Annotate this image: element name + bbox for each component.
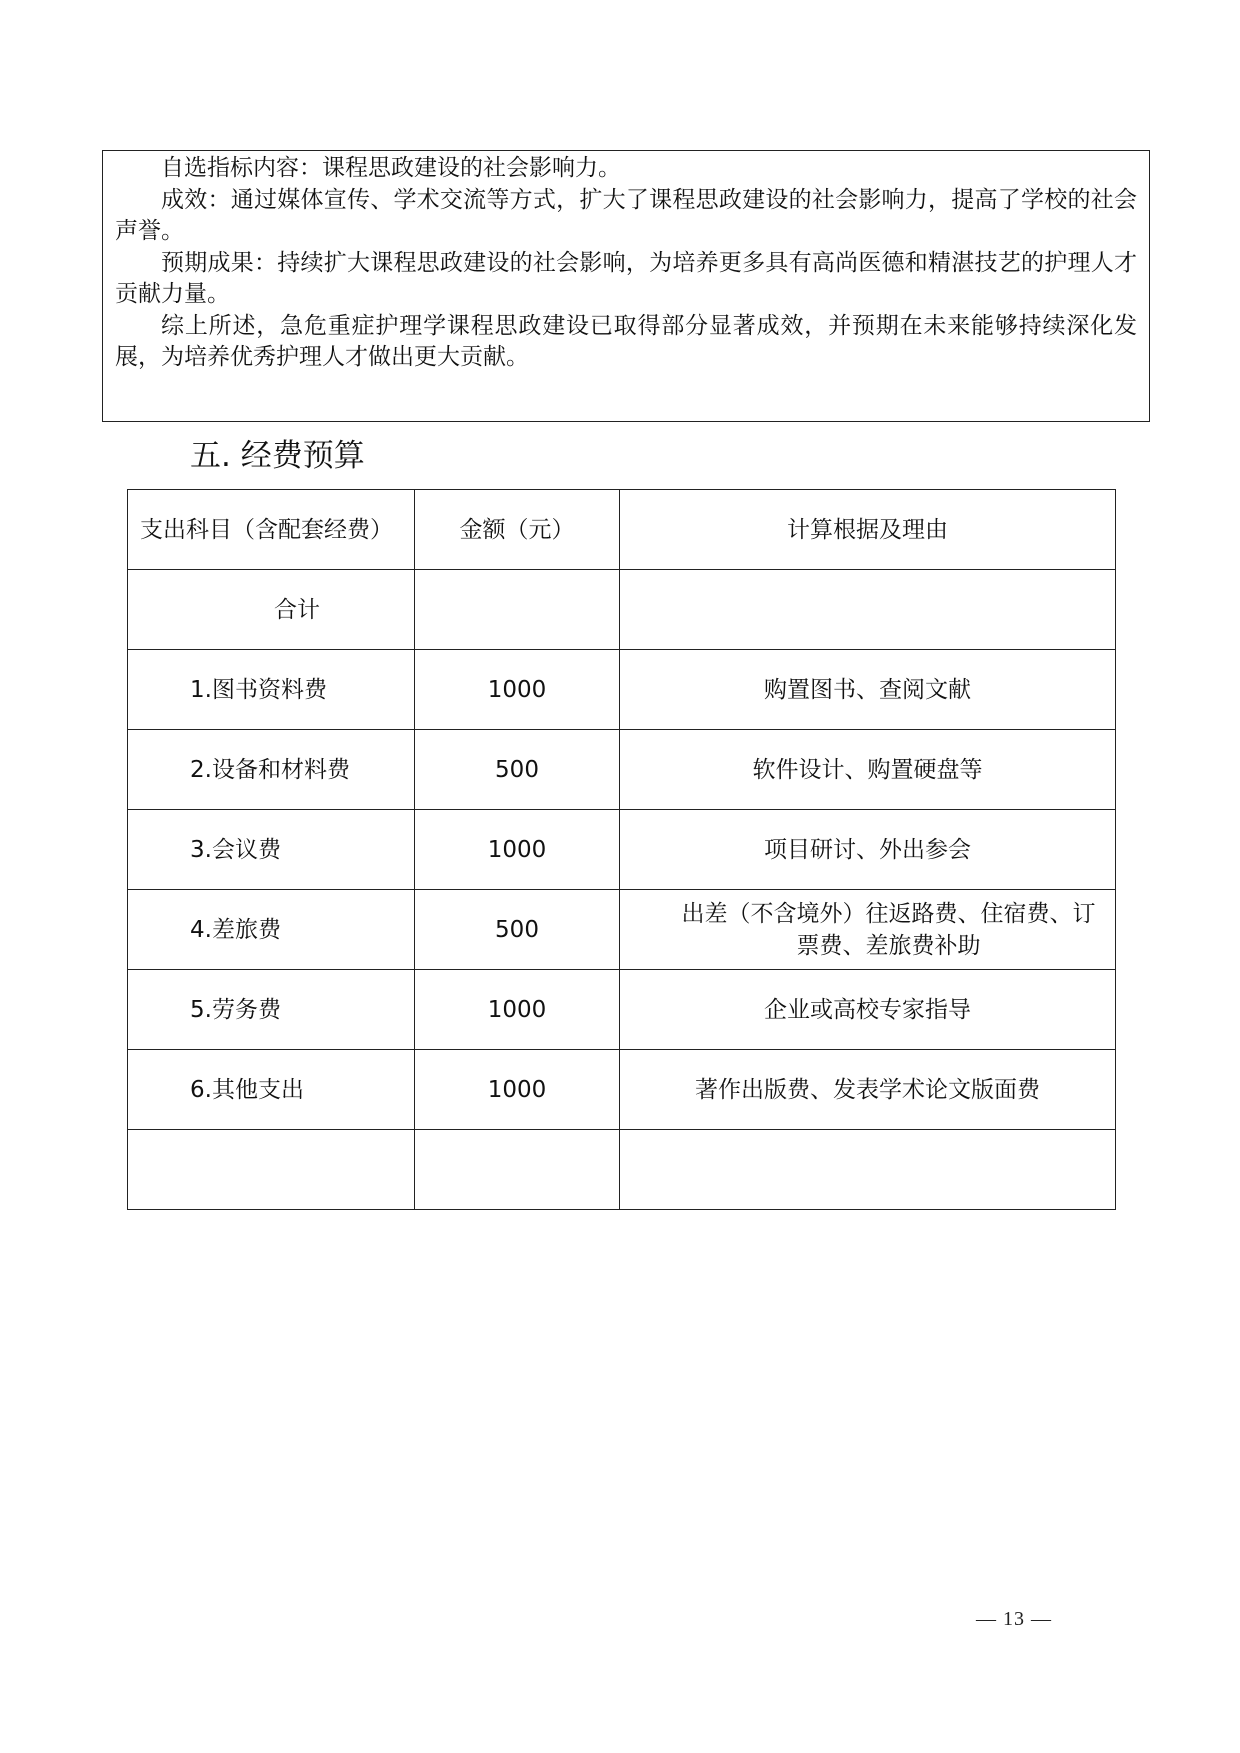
header-basis: 计算根据及理由 — [620, 490, 1116, 570]
paragraph-summary: 综上所述，急危重症护理学课程思政建设已取得部分显著成效，并预期在未来能够持续深化发展，为培养优秀护理人才做出更大贡献。 — [115, 312, 1137, 370]
budget-table — [127, 489, 1116, 1210]
row-item: 1.图书资料费 — [128, 650, 415, 730]
row-item: 2.设备和材料费 — [128, 730, 415, 810]
table-row — [128, 890, 1116, 970]
row-amount: 1000 — [415, 810, 620, 890]
row-amount: 1000 — [415, 650, 620, 730]
row-amount — [415, 1130, 620, 1210]
table-row — [128, 970, 1116, 1050]
total-amount — [415, 570, 620, 650]
row-basis: 购置图书、查阅文献 — [620, 650, 1116, 730]
table-header-row — [128, 490, 1116, 570]
row-amount: 500 — [415, 730, 620, 810]
row-amount: 500 — [415, 890, 620, 970]
row-basis: 企业或高校专家指导 — [620, 970, 1116, 1050]
table-row — [128, 1050, 1116, 1130]
table-row — [128, 650, 1116, 730]
row-amount: 1000 — [415, 1050, 620, 1130]
section-title: 五. 经费预算 — [190, 438, 365, 474]
total-basis — [620, 570, 1116, 650]
row-basis: 项目研讨、外出参会 — [620, 810, 1116, 890]
row-item — [128, 1130, 415, 1210]
total-row — [128, 570, 1116, 650]
text-box — [102, 150, 1150, 422]
total-label: 合计 — [128, 570, 415, 650]
row-item: 4.差旅费 — [128, 890, 415, 970]
page-number: — 13 — — [976, 1608, 1052, 1630]
header-amount: 金额（元） — [415, 490, 620, 570]
row-amount: 1000 — [415, 970, 620, 1050]
table-row — [128, 1130, 1116, 1210]
table-row — [128, 810, 1116, 890]
row-item: 6.其他支出 — [128, 1050, 415, 1130]
row-basis: 软件设计、购置硬盘等 — [620, 730, 1116, 810]
row-item: 5.劳务费 — [128, 970, 415, 1050]
row-basis: 著作出版费、发表学术论文版面费 — [620, 1050, 1116, 1130]
paragraph-indicator: 自选指标内容：课程思政建设的社会影响力。 — [161, 155, 621, 181]
paragraph-expected: 预期成果：持续扩大课程思政建设的社会影响，为培养更多具有高尚医德和精湛技艺的护理人才贡献力量。 — [115, 249, 1137, 307]
table-row — [128, 730, 1116, 810]
row-basis — [620, 1130, 1116, 1210]
row-item: 3.会议费 — [128, 810, 415, 890]
header-item: 支出科目（含配套经费） — [128, 490, 415, 570]
paragraph-effect: 成效：通过媒体宣传、学术交流等方式，扩大了课程思政建设的社会影响力，提高了学校的社会声誉。 — [115, 186, 1137, 244]
row-basis: 出差（不含境外）往返路费、住宿费、订票费、差旅费补助 — [620, 890, 1116, 970]
